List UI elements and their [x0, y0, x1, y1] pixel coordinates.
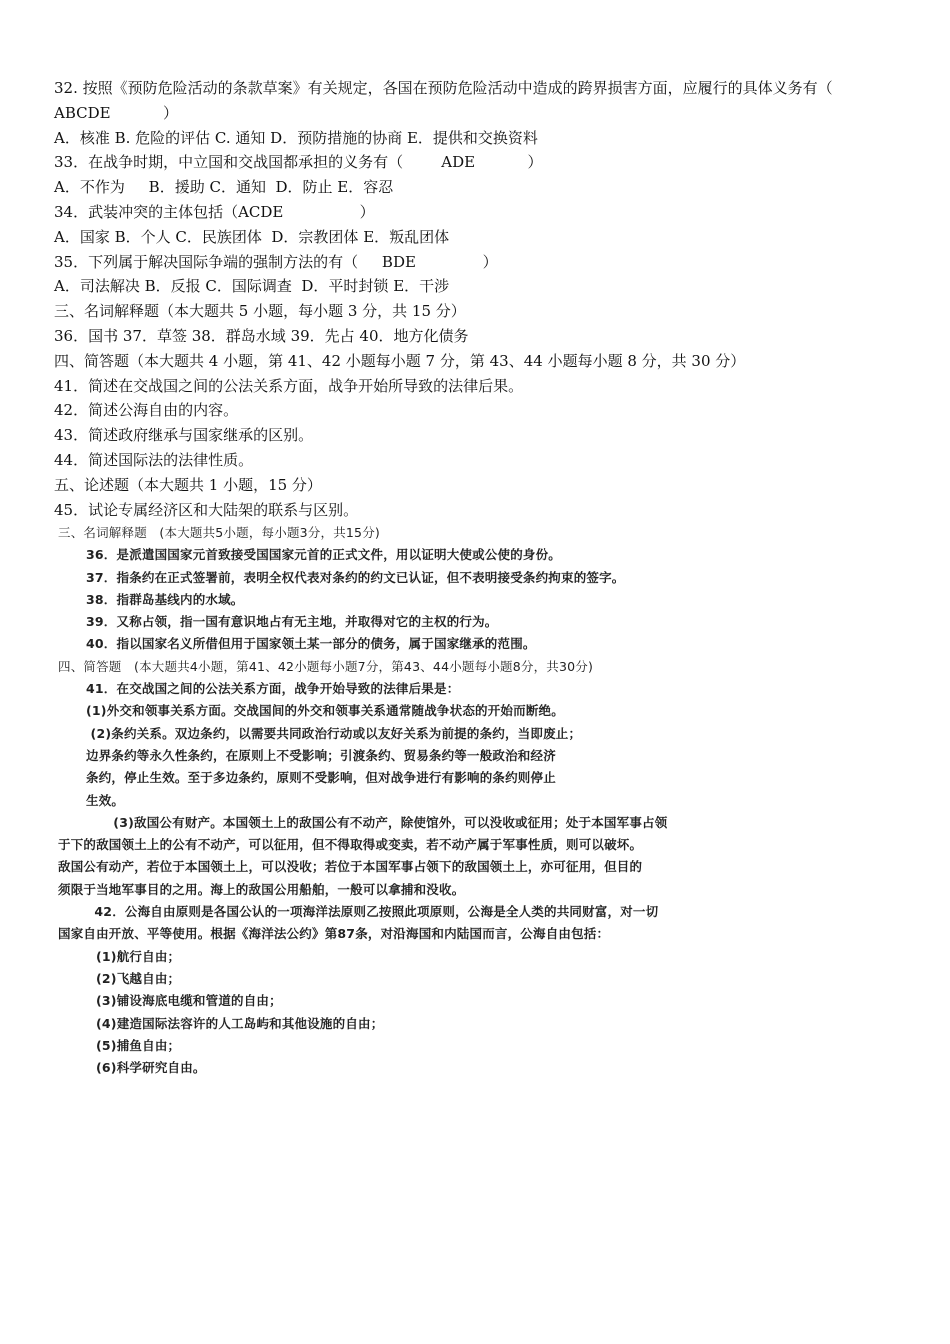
question-line: A．核准 B. 危险的评估 C. 通知 D．预防措施的协商 E．提供和交换资料 [54, 128, 538, 147]
question-line: 45．试论专属经济区和大陆架的联系与区别。 [54, 500, 359, 519]
answer-line: 36．是派遣国国家元首致接受国国家元首的正式文件，用以证明大使或公使的身份。 [86, 547, 561, 563]
answer-line: 国家自由开放、平等使用。根据《海洋法公约》第87条，对沿海国和内陆国而言，公海自由包括： [58, 926, 610, 942]
section-heading: 三、名词解释题（本大题共 5 小题，每小题 3 分，共 15 分） [54, 302, 466, 321]
answer-line: 42．公海自由原则是各国公认的一项海洋法原则乙按照此项原则，公海是全人类的共同财富，对一切 [58, 904, 659, 920]
section-heading: 五、论述题（本大题共 1 小题，15 分） [54, 475, 322, 494]
question-line: 36．国书 37．草签 38．群岛水域 39．先占 40．地方化债务 [54, 326, 469, 345]
answer-line: 生效。 [86, 792, 125, 808]
answer-list-item: (5)捕鱼自由； [96, 1037, 181, 1053]
question-line: A．国家 B．个人 C．民族团体 D．宗教团体 E．叛乱团体 [54, 227, 450, 246]
answer-line: 边界条约等永久性条约，在原则上不受影响；引渡条约、贸易条约等一般政治和经济 [86, 747, 556, 763]
question-line: 34．武装冲突的主体包括（ACDE ） [54, 202, 375, 221]
answer-line: 敌国公有动产，若位于本国领土上，可以没收；若位于本国军事占领下的敌国领土上，亦可征用，但目的 [58, 859, 643, 875]
section-heading: 四、简答题（本大题共 4 小题，第 41、42 小题每小题 7 分，第 43、44 小题每小题 8 分，共 30 分） [54, 351, 746, 370]
answer-line: 条约，停止生效。至于多边条约，原则不受影响，但对战争进行有影响的条约则停止 [86, 770, 556, 786]
answer-list-item: (4)建造国际法容许的人工岛屿和其他设施的自由； [96, 1015, 384, 1031]
question-line: A．不作为 B．援助 C．通知 D．防止 E．容忍 [54, 178, 394, 197]
answer-list-item: (2)飞越自由； [96, 970, 181, 986]
exam-questions [54, 76, 914, 522]
answer-line: 41．在交战国之间的公法关系方面，战争开始导致的法律后果是： [86, 681, 460, 697]
answer-line: (1)外交和领事关系方面。交战国间的外交和领事关系通常随战争状态的开始而断绝。 [86, 703, 564, 719]
answer-line: 于下的敌国领土上的公有不动产，可以征用，但不得取得或变卖，若不动产属于军事性质，则可以破坏。 [58, 837, 643, 853]
answer-list-item: (3)铺设海底电缆和管道的自由； [96, 993, 282, 1009]
question-line: A．司法解决 B．反报 C．国际调查 D．平时封锁 E．干涉 [54, 277, 450, 296]
question-line: 42．简述公海自由的内容。 [54, 401, 239, 420]
question-line: 44．简述国际法的法律性质。 [54, 450, 254, 469]
question-line: 32. 按照《预防危险活动的条款草案》有关规定，各国在预防危险活动中造成的跨界损害方面，应履行的具体义务有（ [54, 79, 833, 97]
answer-line: 38．指群岛基线内的水域。 [86, 591, 244, 607]
answer-line: (2)条约关系。双边条约，以需要共同政治行动或以友好关系为前提的条约，当即废止； [86, 725, 582, 741]
question-line: ABCDE ） [54, 103, 179, 122]
question-line: 33．在战争时期，中立国和交战国都承担的义务有（ ADE ） [54, 153, 543, 172]
answer-key-scan [58, 522, 758, 1079]
answer-line: 须限于当地军事目的之用。海上的敌国公用船舶，一般可以拿捕和没收。 [58, 881, 465, 897]
answer-list-item: (1)航行自由； [96, 948, 181, 964]
answer-line: 39．又称占领，指一国有意识地占有无主地，并取得对它的主权的行为。 [86, 614, 498, 630]
answer-line: 40．指以国家名义所借但用于国家领土某一部分的债务，属于国家继承的范围。 [86, 636, 536, 652]
answer-section-heading: 四、简答题 (本大题共4小题，第41、42小题每小题7分，第43、44小题每小题8分，共30分) [58, 658, 594, 674]
answer-line: (3)敌国公有财产。本国领土上的敌国公有不动产，除使馆外，可以没收或征用；处于本国军事占领 [86, 814, 668, 830]
question-line: 41．简述在交战国之间的公法关系方面，战争开始所导致的法律后果。 [54, 376, 524, 395]
question-line: 35．下列属于解决国际争端的强制方法的有（ BDE ） [54, 252, 498, 271]
answer-list-item: (6)科学研究自由。 [96, 1060, 206, 1076]
question-line: 43．简述政府继承与国家继承的区别。 [54, 426, 314, 445]
answer-line: 37．指条约在正式签署前，表明全权代表对条约的约文已认证，但不表明接受条约拘束的签字。 [86, 569, 625, 585]
answer-section-heading: 三、名词解释题 (本大题共5小题，每小题3分，共15分) [58, 525, 380, 540]
